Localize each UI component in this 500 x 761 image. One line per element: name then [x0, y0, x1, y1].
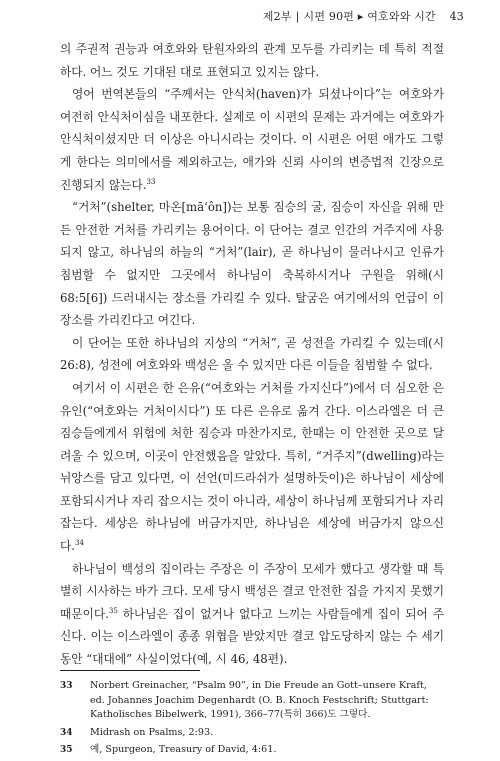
footnote-ref-34[interactable]: 34: [75, 539, 84, 548]
paragraph-5: 여기서 이 시편은 한 은유(“여호와는 거처를 가지신다”)에서 더 심오한 은유인(“여호와는 거처이시다”) 또 다른 은유로 옮겨 간다. 이스라엘은 더 큰 짐승들에게서 위험에 처한 짐승과 마찬가지로, 한때는 이 안전한 곳으로 달려올 수 있으며, 이곳이 안전했음을 알았다. 특히, “거주지”(dwelling)라는 뉘앙스를 담고 있다면, 이 선언(미드라쉬가 설명하듯이)은 하나님이 세상에 포함되시거나 자리 잡으시는 것이 아니라, 세상이 하나님께 포함되거나 자리 잡는다. 세상은 하나님에 버금가지만, 하나님은 세상에 버금가지 않으신다.$^{34}$: [60, 380, 444, 554]
header-divider: |: [295, 10, 300, 23]
header-part: 제2부: [262, 10, 292, 23]
body-text: [60, 38, 444, 671]
footnote-text: Midrash on Psalms, 2:93.: [90, 726, 214, 738]
header-arrow-icon: ▸: [357, 10, 364, 23]
footnote-33: [60, 679, 444, 723]
paragraph-3: “거처”(shelter, 마온[mā‘ôn])는 보통 짐승의 굴, 짐승이 자신을 위해 만든 안전한 거처를 가리키는 용어이다. 이 단어는 결코 인간의 거주지에 사용되지 않고, 하나님의 하늘의 “거처”(lair), 곧 하나님이 물러나시고 인류가 침범할 수 없지만 그곳에서 하나님이 축복하시거나 구원을 위해(시 68:5[6]) 드러내시는 장소를 가리킬 수 있다. 탈굼은 여기에서의 언급이 이 장소를 가리킨다고 여긴다.: [60, 200, 444, 328]
paragraph-1: 의 주권적 권능과 여호와와 탄원자와의 관계 모두를 가리키는 데 특히 적절하다. 어느 것도 기대된 대로 표현되고 있지는 않다.: [60, 42, 444, 79]
paragraph-6: 하나님이 백성의 집이라는 주장은 이 주장이 모세가 했다고 생각할 때 특별히 시사하는 바가 크다. 모세 당시 백성은 결코 안전한 집을 가지지 못했기 때문이다.$^{35}$ 하나님은 집이 없거나 없다고 느끼는 사람들에게 집이 되어 주신다. 이는 이스라엘이 종종 위협을 받았지만 결코 압도당하지 않는 수 세기 동안 “대대에” 사실이었다(예, 시 46, 48편).: [60, 561, 444, 667]
footnote-text: Norbert Greinacher, “Psalm 90”, in Die Freude an Gott–unsere Kraft, ed. Johannes Joachim Degenhardt (O. B. Knoch Festschrift; Stuttgart: Katholisches Bibelwerk, 1991), 366–77(특히 366)도 그렇다.: [90, 680, 429, 720]
paragraph-2: 영어 번역본들의 “주께서는 안식처(haven)가 되셨나이다”는 여호와가 여전히 안식처이심을 내포한다. 실제로 이 시편의 문제는 과거에는 여호와가 안식처이셨지만 더 이상은 아니시라는 것이다. 이 시편은 어떤 애가도 그렇게 한다는 의미에서를 제외하고는, 애가와 신뢰 사이의 변증법적 긴장으로 진행되지 않는다.$^{33}$: [60, 87, 444, 192]
footnotes: [60, 670, 444, 761]
page-number: 43: [449, 10, 464, 23]
footnote-number: 35: [60, 745, 73, 755]
footnote-text: 예, Spurgeon, Treasury of David, 4:61.: [90, 744, 277, 755]
paragraph-4: 이 단어는 또한 하나님의 지상의 “거처”, 곧 성전을 가리킬 수 있는데(시 26:8), 성전에 여호와와 백성은 올 수 있지만 다른 이들을 침범할 수 없다.: [60, 335, 444, 373]
footnote-35: [60, 743, 444, 758]
header-chapter: 시편 90편: [303, 10, 355, 23]
footnote-number: 34: [60, 727, 73, 738]
footnote-ref-35[interactable]: 35: [108, 606, 118, 615]
footnote-ref-33[interactable]: 33: [146, 177, 156, 186]
footnote-divider: [60, 670, 200, 671]
header-section: 여호와와 시간: [367, 10, 436, 23]
running-header: [263, 8, 464, 24]
footnote-34: [60, 726, 444, 741]
footnote-number: 33: [60, 681, 73, 691]
